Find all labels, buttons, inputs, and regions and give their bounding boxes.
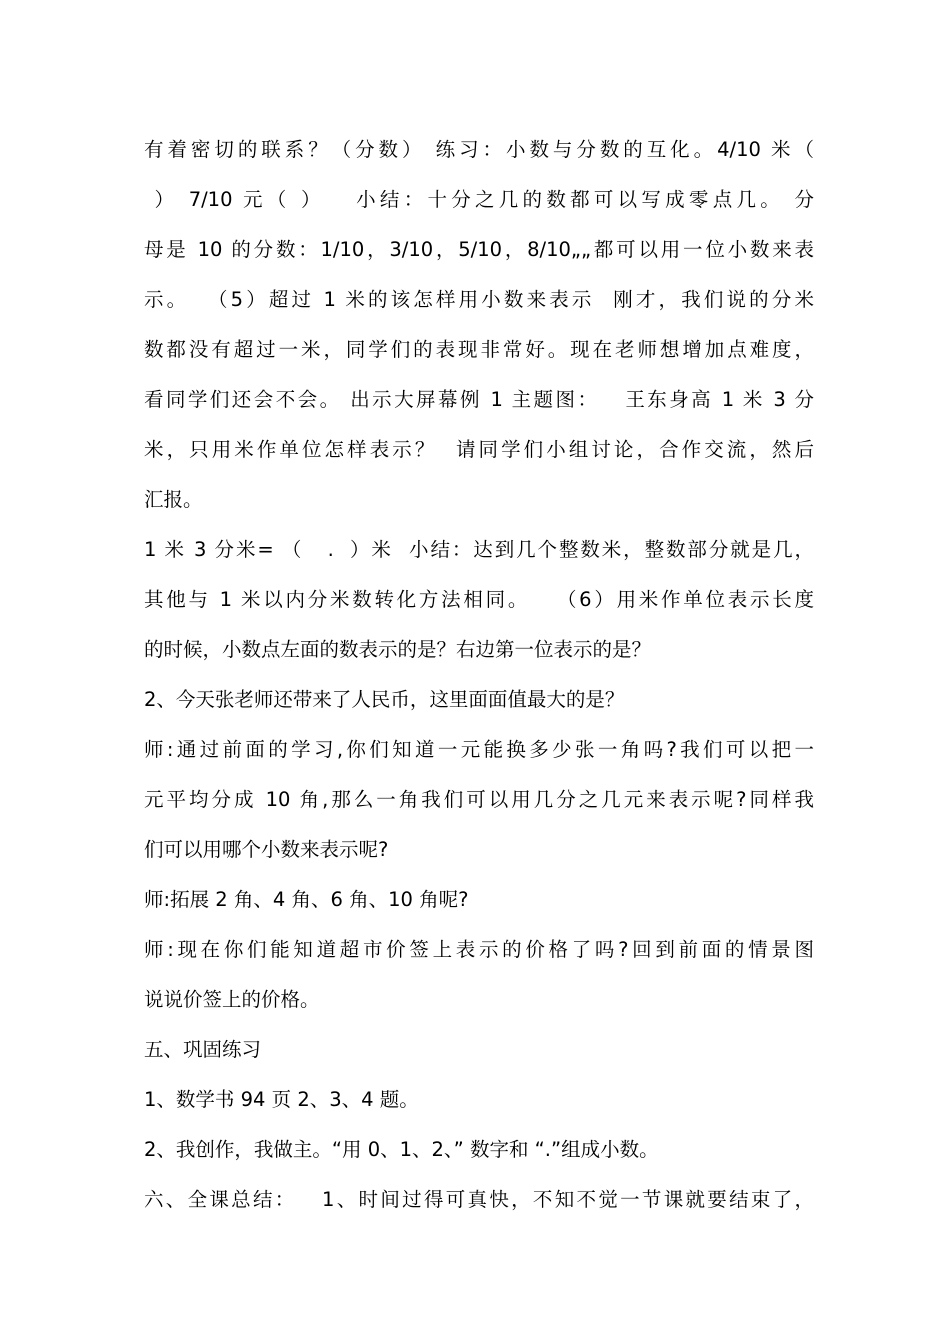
text-line: 2、我创作，我做主。“用 0、1、2、” 数字和 “.”组成小数。 <box>144 1138 659 1161</box>
section-heading: 五、巩固练习 <box>144 1038 262 1061</box>
text-line: 说说价签上的价格。 <box>144 988 320 1011</box>
text-line: 们可以用哪个小数来表示呢? <box>144 838 389 861</box>
text-line: 示。 （5）超过 1 米的该怎样用小数来表示 刚才，我们说的分米 <box>144 288 814 311</box>
text-line: 师:拓展 2 角、4 角、6 角、10 角呢? <box>144 888 469 911</box>
text-line: 2、今天张老师还带来了人民币，这里面面值最大的是？ <box>144 688 625 711</box>
text-line: ） 7/10 元（ ） 小结：十分之几的数都可以写成零点几。 分 <box>144 188 814 211</box>
text-line: 其他与 1 米以内分米数转化方法相同。 （6）用米作单位表示长度 <box>144 588 814 611</box>
text-line: 汇报。 <box>144 488 203 511</box>
text-line: 米，只用米作单位怎样表示？ 请同学们小组讨论，合作交流，然后 <box>144 438 814 461</box>
text-line: 师:现在你们能知道超市价签上表示的价格了吗?回到前面的情景图 <box>144 938 814 961</box>
text-line: 六、全课总结： 1、时间过得可真快，不知不觉一节课就要结束了， <box>144 1188 814 1211</box>
text-line: 有着密切的联系？（分数） 练习：小数与分数的互化。4/10 米（ <box>144 138 814 161</box>
text-line: 的时候，小数点左面的数表示的是？右边第一位表示的是？ <box>144 638 652 661</box>
text-line: 师:通过前面的学习,你们知道一元能换多少张一角吗?我们可以把一 <box>144 738 814 761</box>
text-line: 看同学们还会不会。 出示大屏幕例 1 主题图： 王东身高 1 米 3 分 <box>144 388 814 411</box>
text-line: 元平均分成 10 角,那么一角我们可以用几分之几元来表示呢?同样我 <box>144 788 814 811</box>
body-text <box>144 125 814 1225</box>
text-line: 数都没有超过一米，同学们的表现非常好。现在老师想增加点难度， <box>144 338 814 361</box>
text-line: 1、数学书 94 页 2、3、4 题。 <box>144 1088 419 1111</box>
text-line: 母是 10 的分数：1/10，3/10，5/10，8/10„„都可以用一位小数来表 <box>144 238 814 261</box>
text-line: 1 米 3 分米= （ . ）米 小结：达到几个整数米，整数部分就是几， <box>144 538 814 561</box>
